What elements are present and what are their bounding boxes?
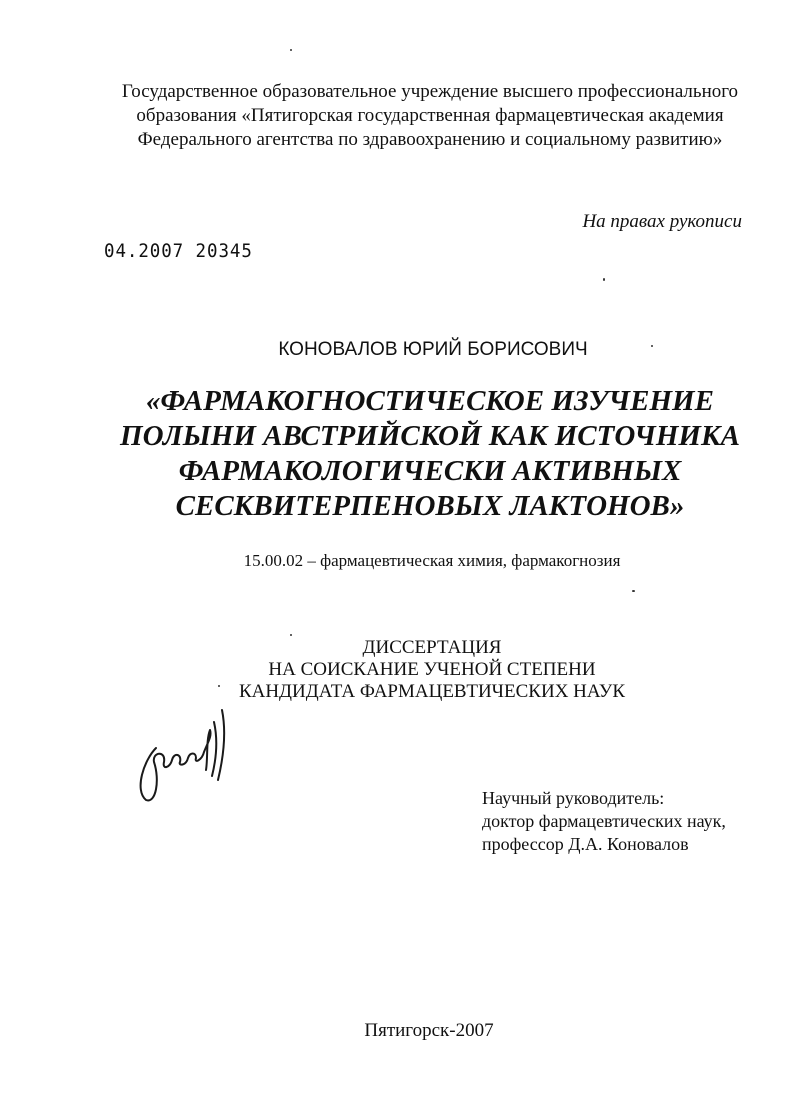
title-line-4: СЕСКВИТЕРПЕНОВЫХ ЛАКТОНОВ» xyxy=(175,490,685,522)
handwritten-signature xyxy=(126,700,236,810)
scan-speck xyxy=(290,634,292,636)
scan-speck xyxy=(290,49,292,51)
title-line-3: ФАРМАКОЛОГИЧЕСКИ АКТИВНЫХ xyxy=(178,455,682,487)
scan-speck xyxy=(218,685,220,687)
title-line-2: ПОЛЫНИ АВСТРИЙСКОЙ КАК ИСТОЧНИКА xyxy=(120,420,740,452)
scan-speck xyxy=(651,345,653,347)
supervisor-block xyxy=(482,787,726,856)
registration-stamp: 04.2007 20345 xyxy=(104,240,253,262)
title-line-1: «ФАРМАКОГНОСТИЧЕСКОЕ ИЗУЧЕНИЕ xyxy=(146,385,714,417)
dissertation-title xyxy=(60,384,798,524)
degree-line-3: КАНДИДАТА ФАРМАЦЕВТИЧЕСКИХ НАУК xyxy=(238,681,626,702)
institution-line-2: образования «Пятигорская государственная фармацевтическая академия xyxy=(136,105,724,126)
author-name: КОНОВАЛОВ ЮРИЙ БОРИСОВИЧ xyxy=(278,339,588,360)
supervisor-degree: доктор фармацевтических наук, xyxy=(482,811,726,831)
degree-line-2: НА СОИСКАНИЕ УЧЕНОЙ СТЕПЕНИ xyxy=(268,659,596,680)
rights-note: На правах рукописи xyxy=(582,211,742,232)
scan-speck xyxy=(632,590,635,592)
scan-speck xyxy=(603,278,605,281)
supervisor-label: Научный руководитель: xyxy=(482,788,665,808)
city-year: Пятигорск-2007 xyxy=(364,1020,494,1041)
institution-header xyxy=(60,80,798,152)
degree-line-1: ДИССЕРТАЦИЯ xyxy=(362,637,502,658)
degree-statement xyxy=(0,637,798,703)
specialty-code: 15.00.02 – фармацевтическая химия, фармакогнозия xyxy=(243,551,621,570)
supervisor-name: профессор Д.А. Коновалов xyxy=(482,834,689,854)
institution-line-3: Федерального агентства по здравоохранению и социальному развитию» xyxy=(137,129,723,150)
institution-line-1: Государственное образовательное учреждение высшего профессионального xyxy=(121,81,739,102)
